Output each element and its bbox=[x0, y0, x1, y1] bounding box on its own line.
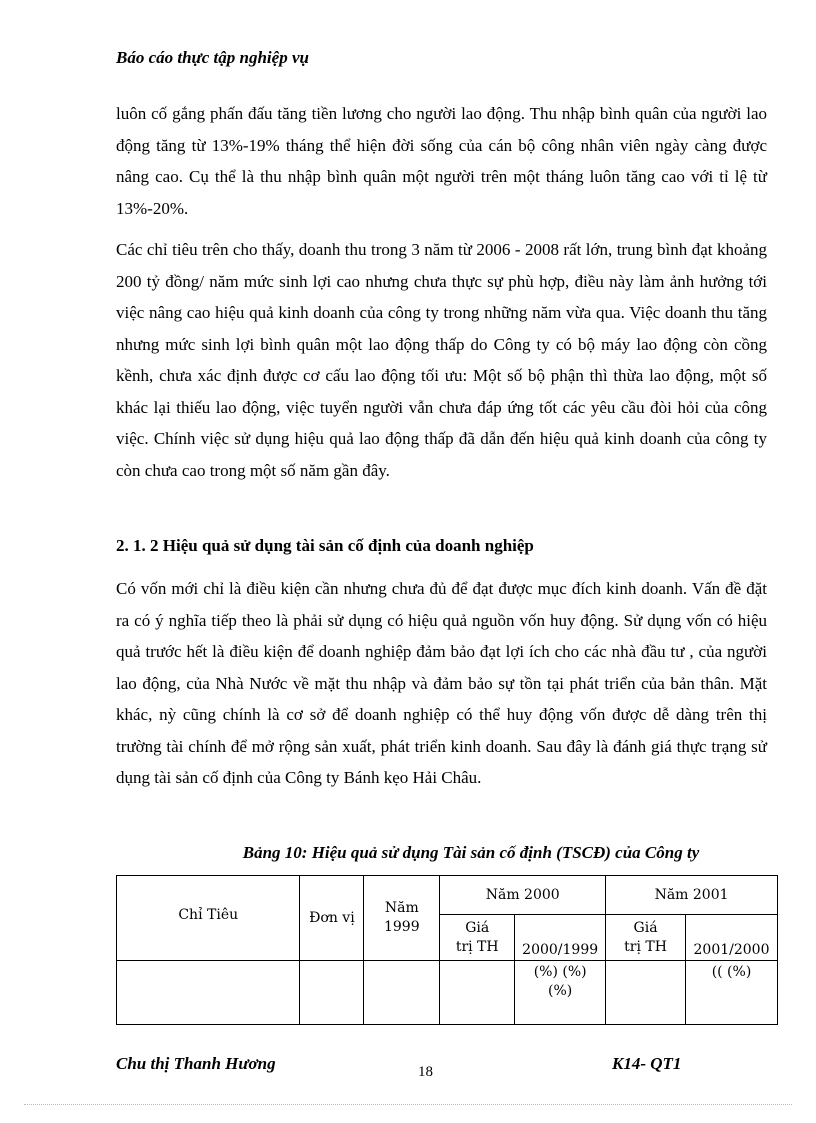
subheader-gia-tri-2000-text: Giá trị TH bbox=[455, 919, 499, 955]
page-bottom-divider bbox=[24, 1104, 792, 1105]
cell-ratio-2000 bbox=[515, 961, 606, 1025]
cell-chi-tieu bbox=[117, 961, 300, 1025]
subheader-ratio-2000: 2000/1999 bbox=[515, 915, 606, 961]
subheader-gia-tri-2001-text: Giá trị TH bbox=[624, 919, 667, 955]
subheader-ratio-2001: 2001/2000 bbox=[686, 915, 778, 961]
subheader-gia-tri-2001 bbox=[606, 915, 686, 961]
tscd-efficiency-table bbox=[116, 875, 778, 1025]
cell-gia-tri-2000 bbox=[440, 961, 515, 1025]
header-don-vi: Đơn vị bbox=[300, 876, 364, 961]
cell-nam-1999 bbox=[364, 961, 440, 1025]
subheader-gia-tri-2000 bbox=[440, 915, 515, 961]
cell-don-vi bbox=[300, 961, 364, 1025]
header-chi-tieu: Chỉ Tiêu bbox=[117, 876, 300, 961]
header-nam-1999 bbox=[364, 876, 440, 961]
table-caption: Bảng 10: Hiệu quả sử dụng Tài sản cố định (TSCĐ) của Công ty bbox=[242, 843, 700, 862]
section-paragraph: Có vốn mới chỉ là điều kiện cần nhưng chưa đủ để đạt được mục đích kinh doanh. Vấn đề đặt ra có ý nghĩa tiếp theo là phải sử dụng có hiệu quả nguồn vốn huy động. Sử dụng vốn có hiệu quả trước hết là điều kiện để doanh nghiệp đảm bảo đạt lợi ích cho các nhà đầu tư , của người lao động, của Nhà Nước về mặt thu nhập và đảm bảo sự tồn tại phát triển của bản thân. Mặt khác, nỳ cũng chính là cơ sở để doanh nghiệp có thể huy động vốn được dễ dàng trên thị trường tài chính để mở rộng sản xuất, phát triển kinh doanh. Sau đây là đánh giá thực trạng sử dụng tài sản cố định của Công ty Bánh kẹo Hải Châu. bbox=[116, 579, 767, 787]
table-row bbox=[117, 961, 778, 1025]
page-number: 18 bbox=[418, 1064, 433, 1080]
header-nam-2001: Năm 2001 bbox=[606, 876, 778, 915]
paragraph-1: luôn cố gắng phấn đấu tăng tiền lương cho người lao động. Thu nhập bình quân của người lao động tăng từ 13%-19% tháng thể hiện đời sống của cán bộ công nhân viên ngày càng được nâng cao. Cụ thể là thu nhập bình quân một người trên một tháng luôn tăng cao với tỉ lệ từ 13%-20%. bbox=[116, 104, 767, 218]
footer-author: Chu thị Thanh Hương bbox=[116, 1054, 276, 1073]
cell-ratio-2001 bbox=[686, 961, 778, 1025]
document-header-title: Báo cáo thực tập nghiệp vụ bbox=[116, 48, 309, 67]
cell-gia-tri-2001 bbox=[606, 961, 686, 1025]
cell-ratio-2000-text: (%) (%) (%) bbox=[533, 964, 587, 999]
cell-ratio-2001-text: (( (%) bbox=[711, 964, 752, 980]
footer-class-code: K14- QT1 bbox=[612, 1054, 682, 1073]
table-header-row-1 bbox=[117, 876, 778, 915]
header-nam-2000: Năm 2000 bbox=[440, 876, 606, 915]
section-heading: 2. 1. 2 Hiệu quả sử dụng tài sản cố định của doanh nghiệp bbox=[116, 536, 534, 555]
paragraph-2: Các chỉ tiêu trên cho thấy, doanh thu trong 3 năm từ 2006 - 2008 rất lớn, trung bình đạt khoảng 200 tỷ đồng/ năm mức sinh lợi cao nhưng chưa thực sự phù hợp, điều này làm ảnh hưởng tới việc nâng cao hiệu quả kinh doanh của công ty trong những năm vừa qua. Việc doanh thu tăng nhưng mức sinh lợi bình quân một lao động thấp do Công ty có bộ máy lao động còn cồng kềnh, chưa xác định được cơ cấu lao động tối ưu: Một số bộ phận thì thừa lao động, một số khác lại thiếu lao động, việc tuyển người vẫn chưa đáp ứng tốt các yêu cầu đòi hỏi của công việc. Chính việc sử dụng hiệu quả lao động thấp đã dẫn đến hiệu quả kinh doanh của công ty còn chưa cao trong một số năm gần đây. bbox=[116, 240, 767, 480]
header-nam-1999-text: Năm 1999 bbox=[383, 900, 420, 935]
